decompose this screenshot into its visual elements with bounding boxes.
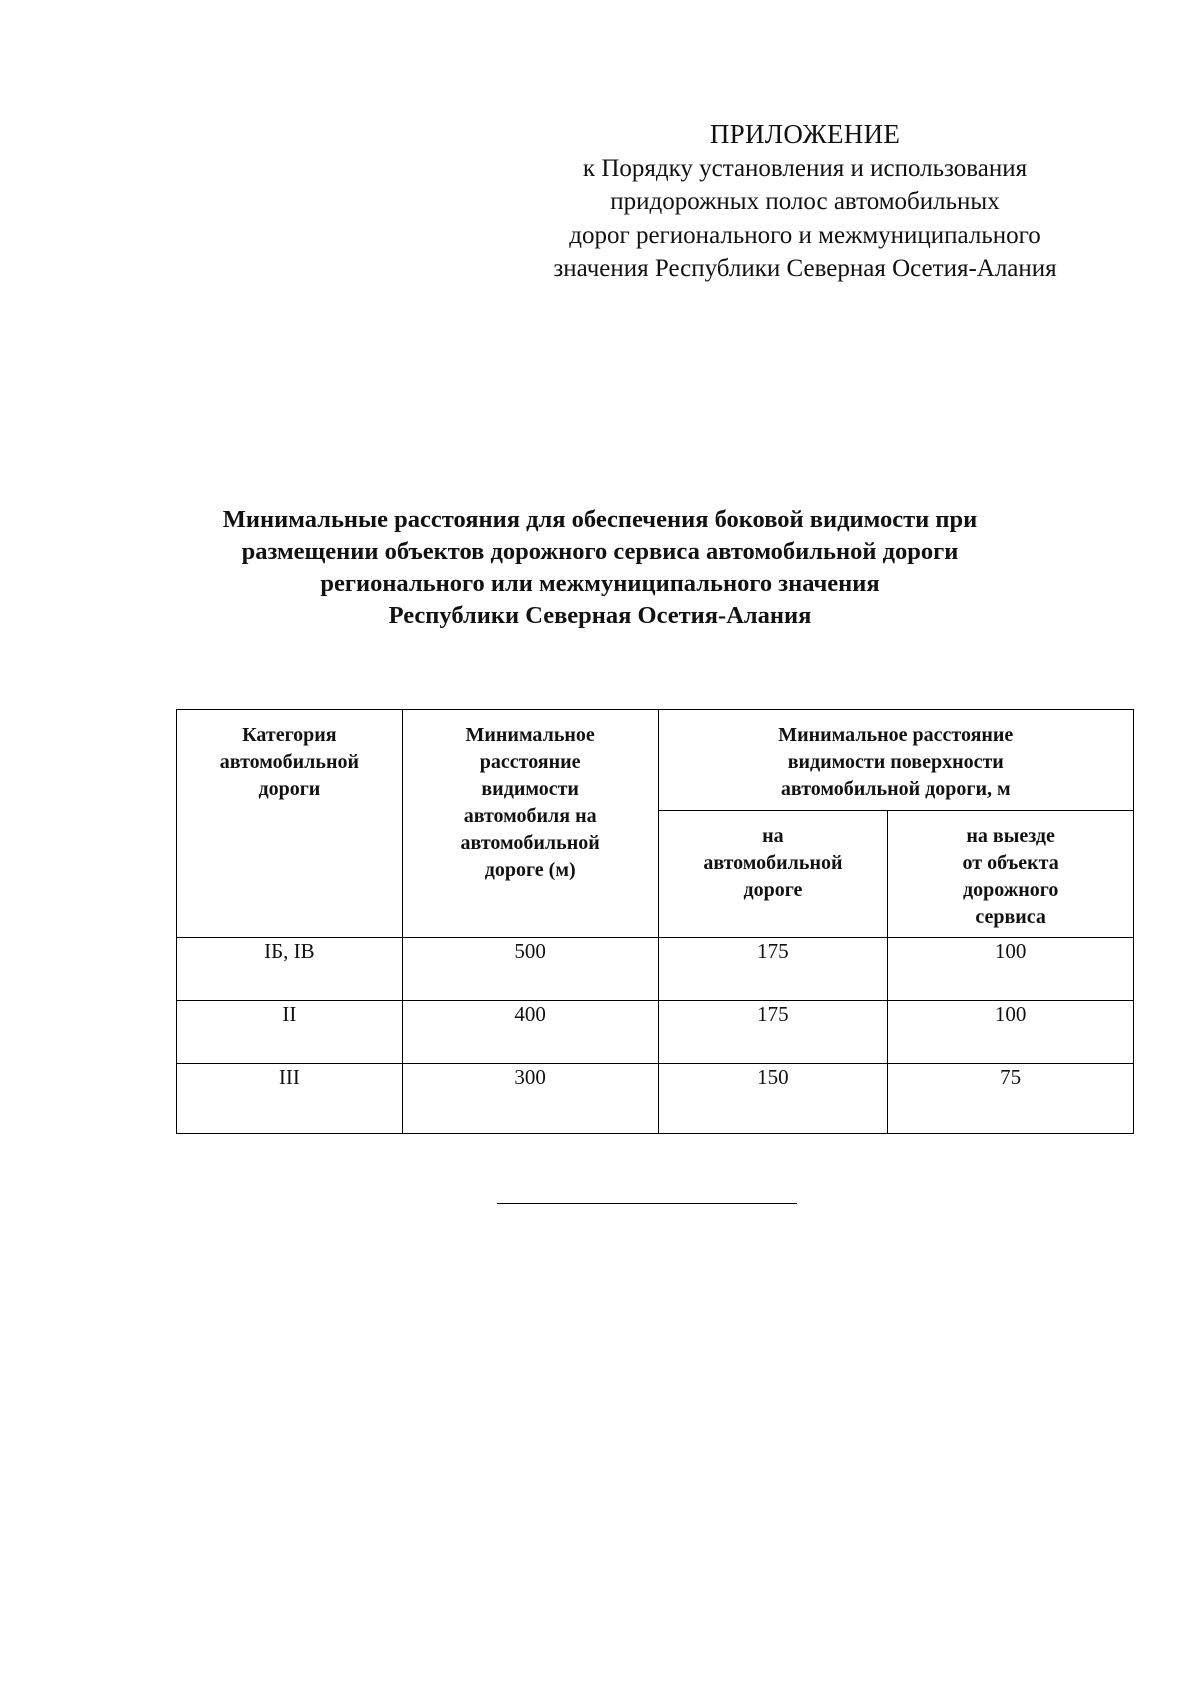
document-heading [150,504,1050,632]
header-at-exit [888,811,1134,938]
header-vehicle-line: видимости [481,778,579,800]
appendix-block [500,118,1110,286]
appendix-line: значения Республики Северная Осетия-Алания [553,255,1057,282]
header-surface-visibility [658,710,1133,811]
appendix-line: к Порядку установления и использования [582,154,1028,182]
header-vehicle-line: расстояние [479,751,581,773]
header-on-road-line: автомобильной [703,852,843,874]
end-divider [497,1203,797,1204]
header-surface-line: автомобильной дороги, м [780,778,1011,800]
table-row [177,938,1134,1001]
visibility-distance-table [176,709,1134,1134]
vehicle-distance-cell: 300 [402,1064,658,1134]
on-road-distance-cell: 175 [658,938,888,1001]
header-category-line: автомобильной [219,751,359,773]
category-cell: II [177,1001,403,1064]
vehicle-distance-cell: 400 [402,1001,658,1064]
on-road-distance-cell: 175 [658,1001,888,1064]
vehicle-distance-cell: 500 [402,938,658,1001]
category-cell: III [177,1064,403,1134]
header-on-road-line: дороге [743,879,803,901]
header-surface-line: видимости поверхности [787,751,1004,773]
heading-line: регионального или межмуниципального значения [320,570,880,597]
header-at-exit-line: дорожного [962,879,1059,901]
header-vehicle-visibility [402,710,658,938]
appendix-line: дорог регионального и межмуниципального [569,221,1041,249]
table-row [177,1064,1134,1134]
header-category-line: дороги [258,778,321,800]
header-vehicle-line: автомобиля на [463,805,597,827]
header-vehicle-line: дороге (м) [484,859,576,881]
appendix-line: придорожных полос автомобильных [610,188,1000,215]
appendix-title: ПРИЛОЖЕНИЕ [709,119,901,149]
header-at-exit-line: на выезде [966,825,1055,847]
header-at-exit-line: от объекта [962,852,1059,874]
category-cell: IБ, IВ [177,938,403,1001]
at-exit-distance-cell: 100 [888,1001,1134,1064]
table-row [177,1001,1134,1064]
at-exit-distance-cell: 75 [888,1064,1134,1134]
heading-line: Республики Северная Осетия-Алания [388,602,812,629]
header-on-road [658,811,888,938]
header-category-line: Категория [242,724,337,746]
on-road-distance-cell: 150 [658,1064,888,1134]
heading-line: Минимальные расстояния для обеспечения боковой видимости при [222,506,978,533]
header-vehicle-line: автомобильной [460,832,600,854]
header-on-road-line: на [762,825,784,847]
header-at-exit-line: сервиса [975,906,1046,928]
heading-line: размещении объектов дорожного сервиса автомобильной дороги [241,538,959,565]
header-vehicle-line: Минимальное [465,724,595,746]
at-exit-distance-cell: 100 [888,938,1134,1001]
header-surface-line: Минимальное расстояние [778,724,1014,746]
header-category [177,710,403,938]
